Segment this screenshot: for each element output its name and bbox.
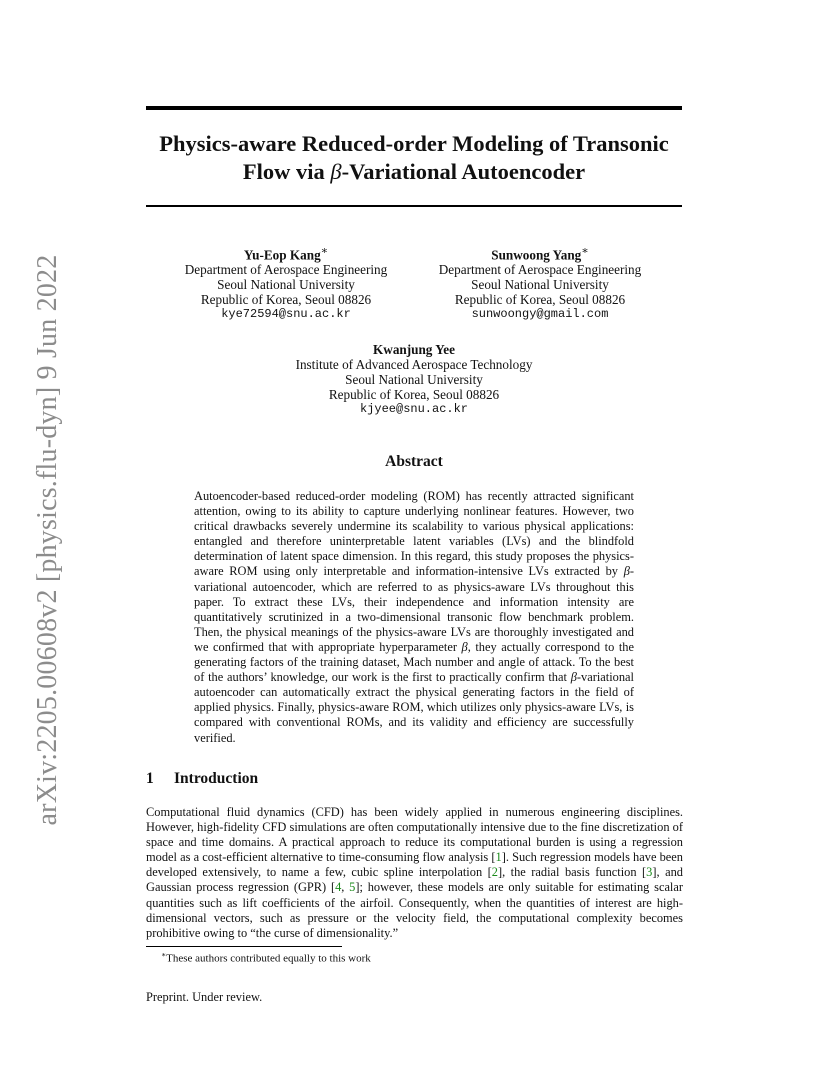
introduction-paragraph: Computational fluid dynamics (CFD) has been widely applied in numerous engineering disciplines. However, high-fidelity CFD simulations are often computationally intensive due to the fine discretization of space and time domains. A practical approach to reduce its computational burden is using a regression model as a cost-efficient alternative to time-consuming flow analysis [1]. Such regression models have been developed extensively, to name a few, cubic spline interpolation [2], the radial basis function [3], and Gaussian process regression (GPR) [4, 5]; however, these models are only suitable for estimating scalar quantities such as lift coefficients of the airfoil. Consequently, when the quantities of interest are high-dimensional vectors, such as pressure or the velocity field, the computational complexity becomes prohibitive owing to “the curse of dimensionality.” [146,805,684,940]
citation-link[interactable]: 4 [335,880,342,895]
author-email[interactable]: kye72594@snu.ac.kr [221,307,351,322]
author-block-2 [420,244,660,322]
title-bottom-rule [146,205,682,207]
section-title: Introduction [174,770,259,787]
author-name: Yu-Eop Kang [243,247,321,263]
author-address: Republic of Korea, Seoul 08826 [328,387,500,402]
citation-link[interactable]: 3 [646,865,653,880]
author-email[interactable]: sunwoongy@gmail.com [471,307,609,322]
author-address: Republic of Korea, Seoul 08826 [200,292,372,308]
author-department: Department of Aerospace Engineering [184,262,388,278]
title-line-2: Flow via β-Variational Autoencoder [242,159,586,184]
title-line-1: Physics-aware Reduced-order Modeling of Transonic [159,131,669,156]
author-address: Republic of Korea, Seoul 08826 [454,292,626,308]
arxiv-side-identifier: arXiv:2205.00608v2 [physics.flu-dyn] 9 Jun 2022 [32,254,63,826]
abstract-text: Autoencoder-based reduced-order modeling (ROM) has recently attracted significant attention, owing to its ability to capture underlying nonlinear features. However, two critical drawbacks severely undermine its scalability to various physical applications: entangled and therefore uninterpretable latent variables (LVs) and the blindfold determination of latent space dimension. In this regard, this study proposes the physics-aware ROM using only interpretable and information-intensive LVs extracted by β-variational autoencoder, which are referred to as physics-aware LVs throughout this paper. To extract these LVs, their independence and information intensity are quantitatively scrutinized in a two-dimensional transonic flow benchmark problem. Then, the physical meanings of the physics-aware LVs are thoroughly investigated and we confirmed that with appropriate hyperparameter β, they actually correspond to the generating factors of the training dataset, Mach number and angle of attack. To the best of the authors’ knowledge, our work is the first to practically confirm that β-variational autoencoder can automatically extract the physical generating factors in the field of applied physics. Finally, physics-aware ROM, which utilizes only physics-aware LVs, is compared with conventional ROMs, and its validity and efficiency are successfully verified. [194,489,635,745]
paper-title [146,130,682,186]
section-heading-introduction [146,770,258,788]
citation-link[interactable]: 2 [491,865,498,880]
footnote-mark: ∗ [161,950,167,959]
author-university: Seoul National University [345,372,483,387]
section-number: 1 [146,770,154,787]
author-block-3 [263,342,565,417]
author-university: Seoul National University [471,277,609,293]
beta-symbol: β [461,639,468,654]
author-department: Department of Aerospace Engineering [438,262,642,278]
footnote-text: These authors contributed equally to this work [166,952,371,965]
beta-symbol: β [330,159,342,184]
author-name: Kwanjung Yee [373,342,455,357]
beta-symbol: β [570,670,577,685]
preprint-notice: Preprint. Under review. [146,990,263,1004]
equal-contribution-mark: ∗ [581,245,589,257]
author-name: Sunwoong Yang [491,247,582,263]
abstract-heading: Abstract [385,453,443,470]
footnote [161,950,371,965]
citation-link[interactable]: 1 [495,850,502,865]
title-top-rule [146,106,682,110]
beta-symbol: β [623,564,630,579]
author-department: Institute of Advanced Aerospace Technology [295,357,533,372]
author-email[interactable]: kjyee@snu.ac.kr [359,402,469,416]
citation-link[interactable]: 5 [349,880,356,895]
equal-contribution-mark: ∗ [320,245,329,257]
footnote-rule [146,946,342,947]
author-university: Seoul National University [217,277,355,293]
author-block-1 [166,244,406,322]
